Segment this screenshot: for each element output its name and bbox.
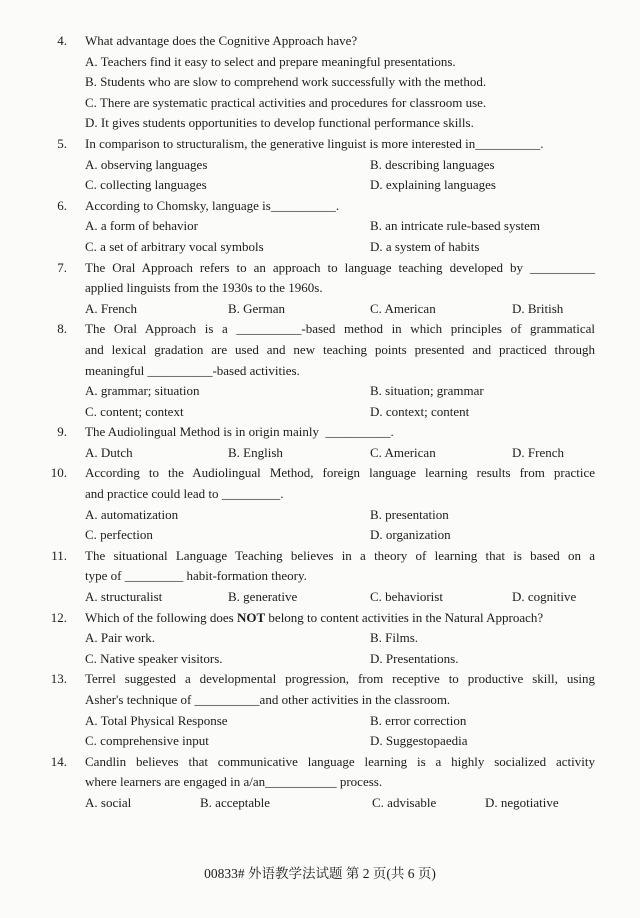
option-item: A. Pair work. [85, 630, 156, 646]
option-item: A. grammar; situation [85, 383, 200, 399]
option-item: A. social [85, 794, 132, 810]
option-item: C. Native speaker visitors. [85, 650, 223, 666]
question-number: 7. [57, 259, 67, 275]
options-list [85, 711, 595, 752]
option-item: A. a form of behavior [85, 218, 198, 234]
option-item: C. collecting languages [85, 177, 207, 193]
question-number: 4. [57, 33, 67, 48]
question-text [85, 608, 595, 629]
option-item: A. observing languages [85, 156, 208, 172]
option-item: D. Suggestopaedia [370, 733, 468, 749]
question-text: According to Chomsky, language is__________. [85, 197, 340, 213]
options-list [85, 216, 595, 257]
question-text-bold: NOT [237, 609, 266, 625]
question-text: type of _________ habit-formation theory. [85, 568, 307, 584]
option-item: C. American [370, 444, 436, 460]
question-number: 14. [50, 753, 67, 769]
option-item: D. explaining languages [370, 177, 496, 193]
option-item: B. Students who are slow to comprehend work successfully with the method. [85, 74, 487, 90]
question-number: 5. [57, 135, 67, 151]
question-text-segment: belong to content activities in the Natural Approach? [265, 609, 544, 625]
question-text: and lexical gradation are used and new teaching points presented and practiced through [85, 341, 595, 357]
option-item: C. behaviorist [370, 589, 443, 605]
option-item: B. acceptable [200, 794, 271, 810]
option-item: A. Dutch [85, 444, 133, 460]
options-list [85, 587, 595, 608]
question-number: 9. [57, 424, 67, 440]
option-item: D. organization [370, 527, 451, 543]
question-text: The Audiolingual Method is in origin mainly __________. [85, 424, 394, 440]
question-text: and practice could lead to _________. [85, 486, 284, 502]
options-list [85, 381, 595, 422]
question-number: 10. [50, 465, 67, 481]
option-item: D. context; content [370, 403, 470, 419]
option-item: A. French [85, 300, 137, 316]
question-body [85, 258, 595, 320]
question-item [37, 669, 595, 751]
question-body [85, 422, 595, 463]
option-item: A. Total Physical Response [85, 712, 228, 728]
option-item: B. generative [228, 589, 298, 605]
question-item [37, 608, 595, 670]
question-text: applied linguists from the 1930s to the 1960s. [85, 280, 323, 296]
question-text: Asher's technique of __________and other activities in the classroom. [85, 692, 451, 707]
option-item: A. structuralist [85, 589, 163, 605]
option-item: C. a set of arbitrary vocal symbols [85, 238, 264, 254]
question-text: Candlin believes that communicative language learning is a highly socialized activity [85, 753, 595, 769]
question-number: 12. [50, 609, 67, 625]
question-item [37, 31, 595, 134]
option-item: C. advisable [372, 794, 437, 810]
option-item: A. automatization [85, 506, 179, 522]
option-item: D. a system of habits [370, 238, 480, 254]
option-item: C. comprehensive input [85, 733, 209, 749]
option-item: C. content; context [85, 403, 184, 419]
option-item: B. describing languages [370, 156, 495, 172]
option-item: D. Presentations. [370, 650, 459, 666]
question-body [85, 752, 595, 814]
option-item: B. error correction [370, 712, 467, 728]
option-item: B. an intricate rule-based system [370, 218, 541, 234]
question-body [85, 134, 595, 196]
question-item [37, 319, 595, 422]
question-text: What advantage does the Cognitive Approach have? [85, 33, 358, 48]
question-text-segment: Which of the following does [85, 609, 237, 625]
options-list [85, 628, 595, 669]
question-body [85, 669, 595, 751]
options-list [85, 443, 595, 464]
question-item [37, 134, 595, 196]
page-footer: 00833# 外语教学法试题 第 2 页(共 6 页) [204, 866, 436, 882]
option-item: B. German [228, 300, 286, 316]
question-body [85, 31, 595, 134]
question-text: where learners are engaged in a/an___________ process. [85, 774, 383, 790]
question-item [37, 463, 595, 545]
question-number: 8. [57, 321, 67, 337]
option-item: D. negotiative [485, 794, 559, 810]
option-item: D. British [512, 300, 564, 316]
option-item: B. English [228, 444, 283, 460]
question-number: 11. [51, 547, 67, 563]
question-number: 6. [57, 197, 67, 213]
option-item: D. French [512, 444, 564, 460]
question-item [37, 422, 595, 463]
question-text: meaningful __________-based activities. [85, 362, 300, 378]
option-item: D. It gives students opportunities to develop functional performance skills. [85, 115, 474, 131]
options-list [85, 155, 595, 196]
question-item [37, 258, 595, 320]
options-list [85, 52, 595, 134]
question-text: The Oral Approach is a __________-based method in which principles of grammatical [85, 321, 595, 337]
question-text: According to the Audiolingual Method, foreign language learning results from practice [85, 465, 595, 481]
option-item: B. situation; grammar [370, 383, 484, 399]
question-body [85, 196, 595, 258]
question-text: The situational Language Teaching believes in a theory of learning that is based on a [85, 547, 595, 563]
option-item: B. presentation [370, 506, 449, 522]
option-item: A. Teachers find it easy to select and prepare meaningful presentations. [85, 53, 456, 69]
question-text: Terrel suggested a developmental progression, from receptive to productive skill, using [85, 671, 595, 687]
options-list [85, 299, 595, 320]
option-item: C. There are systematic practical activities and procedures for classroom use. [85, 94, 487, 110]
option-item: D. cognitive [512, 589, 577, 605]
option-item: B. Films. [370, 630, 419, 646]
question-item [37, 546, 595, 608]
question-body [85, 319, 595, 422]
question-item [37, 752, 595, 814]
options-list [85, 505, 595, 546]
question-body [85, 608, 595, 670]
question-body [85, 463, 595, 545]
question-text: In comparison to structuralism, the generative linguist is more interested in__________. [85, 135, 544, 151]
options-list [85, 793, 595, 814]
question-text: The Oral Approach refers to an approach to language teaching developed by __________ [85, 259, 595, 275]
question-body [85, 546, 595, 608]
question-number: 13. [50, 671, 67, 687]
option-item: C. perfection [85, 527, 153, 543]
question-item [37, 196, 595, 258]
option-item: C. American [370, 300, 436, 316]
